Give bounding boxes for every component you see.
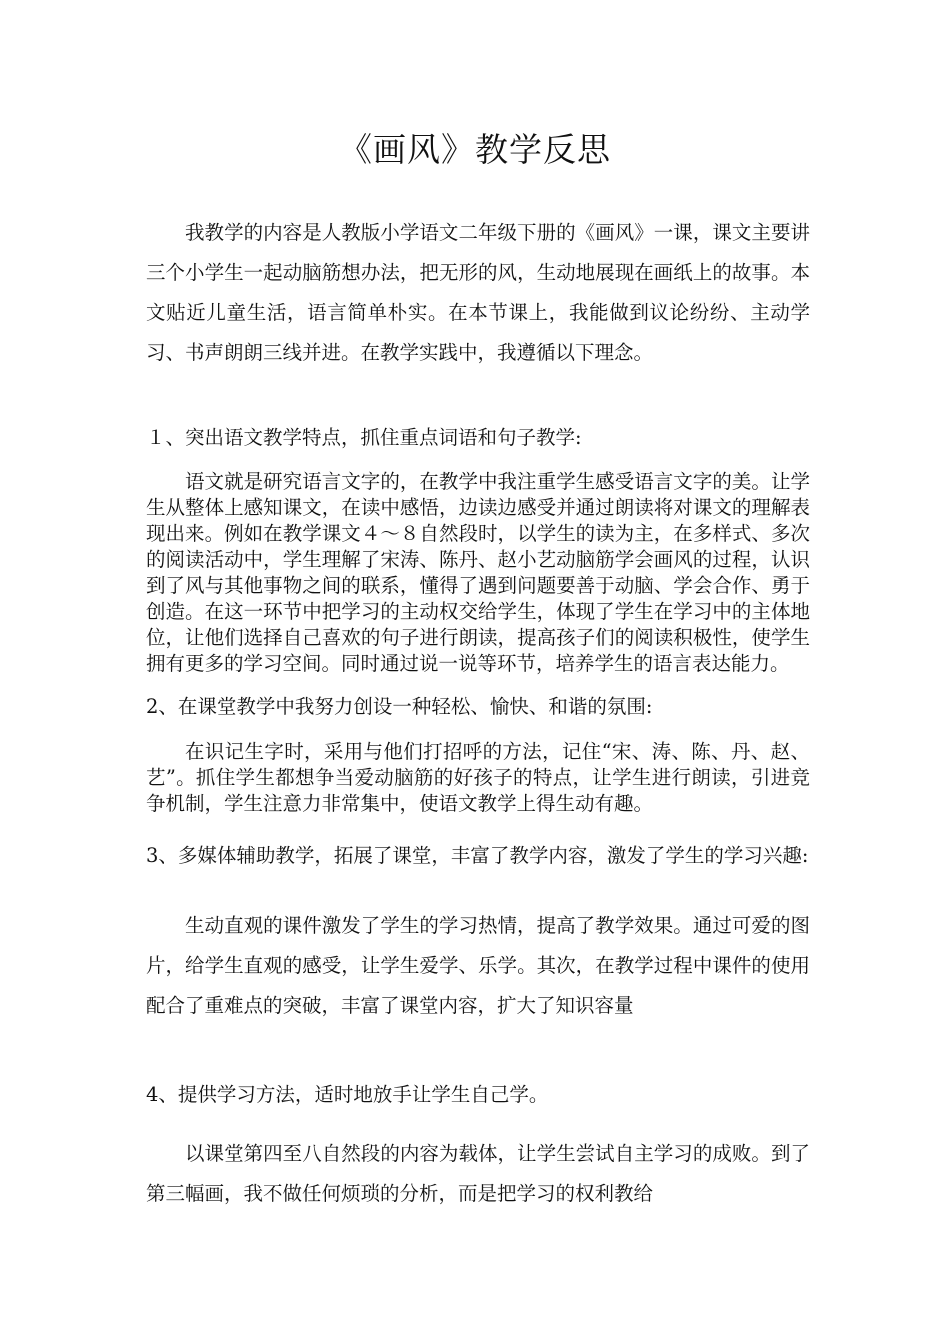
document-title: 《画风》教学反思: [339, 130, 611, 169]
intro-paragraph: 我教学的内容是人教版小学语文二年级下册的《画风》一课，课文主要讲三个小学生一起动脑筋想办法，把无形的风，生动地展现在画纸上的故事。本文贴近儿童生活，语言简单朴实。在本节课上，我能做到议论纷纷、主动学习、书声朗朗三线并进。在教学实践中，我遵循以下理念。: [146, 221, 810, 364]
section-1-body: 语文就是研究语言文字的，在教学中我注重学生感受语言文字的美。让学生从整体上感知课文，在读中感悟，边读边感受并通过朗读将对课文的理解表现出来。例如在教学课文４～８自然段时，以学生的读为主，在多样式、多次的阅读活动中，学生理解了宋涛、陈丹、赵小艺动脑筋学会画风的过程，认识到了风与其他事物之间的联系，懂得了遇到问题要善于动脑、学会合作、勇于创造。在这一环节中把学习的主动权交给学生，体现了学生在学习中的主体地位，让他们选择自己喜欢的句子进行朗读，提高孩子们的阅读积极性，使学生拥有更多的学习空间。同时通过说一说等环节，培养学生的语言表达能力。: [146, 470, 810, 675]
section-3-heading: 3、多媒体辅助教学，拓展了课堂，丰富了教学内容，激发了学生的学习兴趣:: [146, 844, 809, 867]
section-1-heading: １、突出语文教学特点，抓住重点词语和句子教学:: [146, 426, 582, 449]
section-2-heading: 2、在课堂教学中我努力创设一种轻松、愉快、和谐的氛围:: [146, 695, 653, 718]
section-2-body: 在识记生字时，采用与他们打招呼的方法，记住“宋、涛、陈、丹、赵、艺”。抓住学生都想争当爱动脑筋的好孩子的特点，让学生进行朗读，引进竞争机制，学生注意力非常集中，使语文教学上得生动有趣。: [146, 740, 810, 815]
section-4-heading: 4、提供学习方法，适时地放手让学生自己学。: [146, 1083, 549, 1106]
section-4-body: 以课堂第四至八自然段的内容为载体，让学生尝试自主学习的成败。到了第三幅画，我不做任何烦琐的分析，而是把学习的权利教给: [146, 1142, 810, 1205]
section-3-body: 生动直观的课件激发了学生的学习热情，提高了教学效果。通过可爱的图片，给学生直观的感受，让学生爱学、乐学。其次，在教学过程中课件的使用配合了重难点的突破，丰富了课堂内容，扩大了知识容量: [146, 914, 810, 1017]
